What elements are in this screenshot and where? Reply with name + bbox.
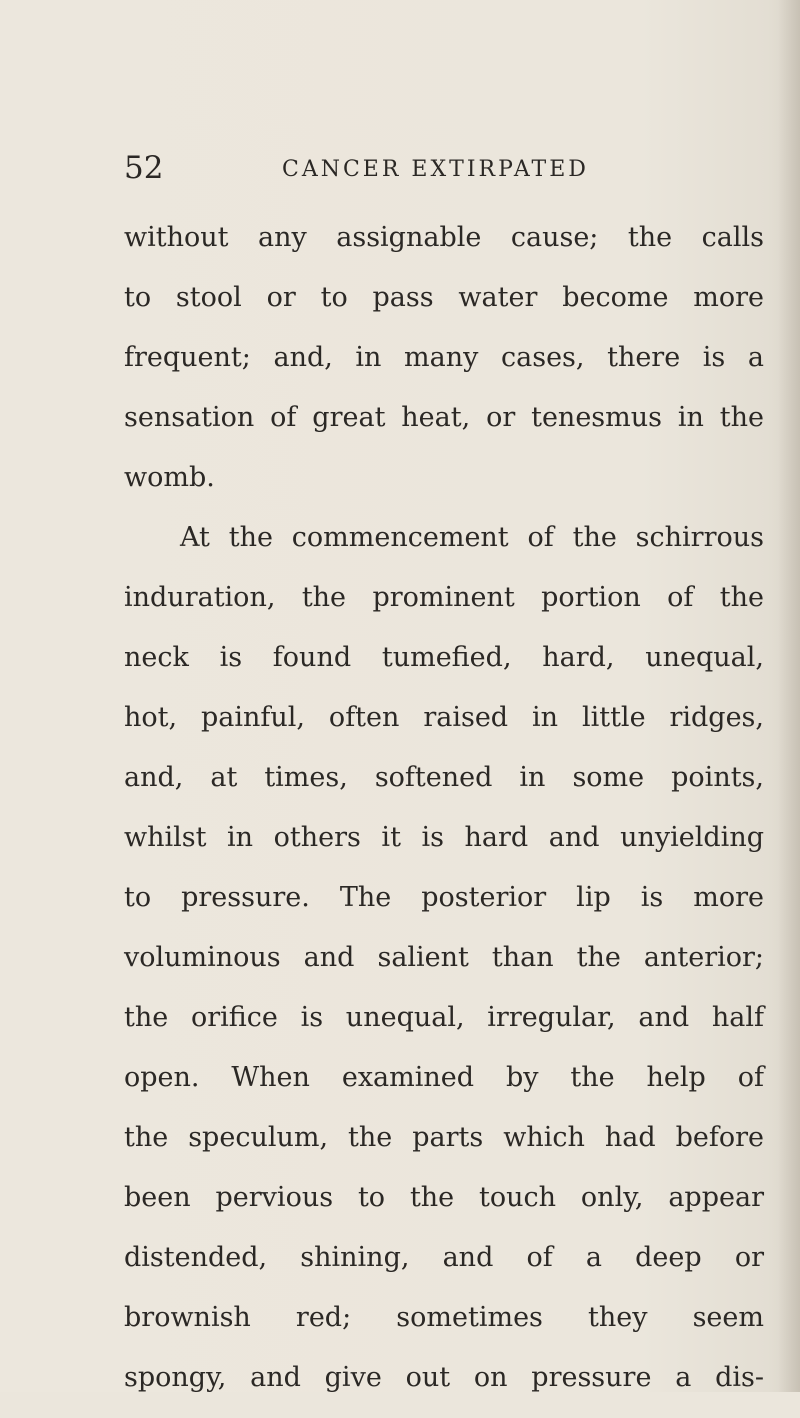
text-line: been pervious to the touch only, appear <box>124 1182 764 1213</box>
body-text <box>124 218 764 1418</box>
running-head <box>124 148 724 188</box>
text-line: sensation of great heat, or tenesmus in the <box>124 402 764 433</box>
page-number: 52 <box>124 150 164 186</box>
paragraph-first-line: At the commencement of the schirrous <box>180 522 764 553</box>
page-edge-shadow <box>778 0 800 1392</box>
text-line: neck is found tumefied, hard, unequal, <box>124 642 764 673</box>
text-line: to stool or to pass water become more <box>124 282 764 313</box>
text-line: and, at times, softened in some points, <box>124 762 764 793</box>
text-line: womb. <box>124 462 215 493</box>
text-line: hot, painful, often raised in little ridges, <box>124 702 764 733</box>
text-line: to pressure. The posterior lip is more <box>124 882 764 913</box>
text-line: brownish red; sometimes they seem <box>124 1302 764 1333</box>
text-line: whilst in others it is hard and unyielding <box>124 822 764 853</box>
text-line: distended, shining, and of a deep or <box>124 1242 764 1273</box>
book-title: CANCER EXTIRPATED <box>282 157 589 182</box>
text-line: the speculum, the parts which had before <box>124 1122 764 1153</box>
text-line: induration, the prominent portion of the <box>124 582 764 613</box>
text-line: spongy, and give out on pressure a dis- <box>124 1362 764 1393</box>
text-line: open. When examined by the help of <box>124 1062 764 1093</box>
text-line: the orifice is unequal, irregular, and half <box>124 1002 764 1033</box>
text-line: without any assignable cause; the calls <box>124 222 764 253</box>
text-line: frequent; and, in many cases, there is a <box>124 342 764 373</box>
text-line: voluminous and salient than the anterior; <box>124 942 764 973</box>
